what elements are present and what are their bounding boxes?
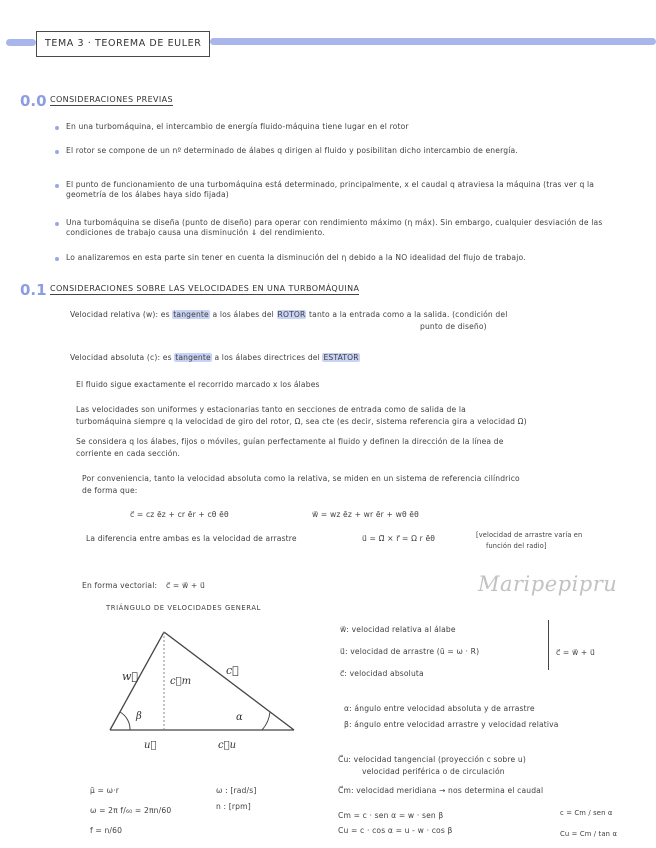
section-title: CONSIDERACIONES PREVIAS xyxy=(50,95,174,104)
label-beta: β xyxy=(136,711,142,722)
label-cm: c⃗m xyxy=(170,676,192,687)
paragraph: de forma que: xyxy=(82,486,138,495)
bullet-text: El rotor se compone de un nº determinado de álabes q dirigen al fluido y posibilitan dicho intercambio de energía. xyxy=(66,146,518,155)
formula-cm: Cm = c · sen α = w · sen β xyxy=(338,811,444,820)
label-u: u⃗ xyxy=(144,740,157,751)
paragraph: corriente en cada sección. xyxy=(76,449,181,458)
vector-form-eq: c⃗ = w⃗ + u⃗ xyxy=(166,581,205,590)
legend-w: w⃗: velocidad relativa al álabe xyxy=(340,625,456,634)
paragraph: Se considera q los álabes, fijos o móviles, guían perfectamente al fluido y definen la dirección de la línea de xyxy=(76,437,504,446)
note: función del radio] xyxy=(486,542,547,550)
header-bar-left xyxy=(6,39,36,46)
brace xyxy=(548,620,552,670)
bullet-icon xyxy=(55,184,59,188)
legend-sum: c⃗ = w⃗ + u⃗ xyxy=(556,648,595,657)
bullet-icon xyxy=(55,150,59,154)
label-c: c⃗ xyxy=(226,664,239,677)
header-bar-right xyxy=(210,38,656,45)
highlight: ROTOR xyxy=(277,310,306,319)
bullet-text: En una turbomáquina, el intercambio de energía fluido-máquina tiene lugar en el rotor xyxy=(66,122,409,131)
legend-c: c⃗: velocidad absoluta xyxy=(340,669,424,678)
bullet-text: El punto de funcionamiento de una turbomáquina está determinado, principalmente, x el caudal q atraviesa la máquina (tras ver q la geometría de los álabes haya sido fijada) xyxy=(66,180,595,199)
equation-w: w⃗ = wz ēz + wr ēr + wθ ēθ xyxy=(312,510,419,519)
legend-beta: β: ángulo entre velocidad arrastre y velocidad relativa xyxy=(344,720,559,729)
paragraph: La diferencia entre ambas es la velocidad de arrastre xyxy=(86,534,297,543)
label-alpha: α xyxy=(236,712,243,723)
page-title: TEMA 3 · TEOREMA DE EULER xyxy=(36,31,210,57)
formula-u: μ̄ = ω·r xyxy=(90,786,119,795)
label-w: w⃗ xyxy=(122,670,139,683)
text: tanto a la entrada como a la salida. (condición del xyxy=(309,310,508,319)
legend-u: u⃗: velocidad de arrastre (ū = ω · R) xyxy=(340,647,480,656)
formula-c-frac: c = Cm / sen α xyxy=(560,809,613,817)
bullet-text: Lo analizaremos en esta parte sin tener en cuenta la disminución del η debido a la NO idealidad del flujo de trabajo. xyxy=(66,253,526,262)
highlight: tangente xyxy=(175,353,211,362)
equation-c: c⃗ = cz ēz + cr ēr + cθ ēθ xyxy=(130,510,229,519)
paragraph: Las velocidades son uniformes y estacionarias tanto en secciones de entrada como de salida de la xyxy=(76,405,466,414)
bullet-icon xyxy=(55,126,59,130)
relative-velocity-text-cont: punto de diseño) xyxy=(420,322,487,331)
vector-form-label: En forma vectorial: xyxy=(82,581,158,590)
bullet-text: Una turbomáquina se diseña (punto de diseño) para operar con rendimiento máximo (η máx). Sin embargo, cualquier desviación de las condiciones de trabajo causa una disminución ⇓ del rendimiento. xyxy=(66,218,603,237)
label-cu: c⃗u xyxy=(218,740,237,751)
highlight: tangente xyxy=(173,310,209,319)
bullet-icon xyxy=(55,222,59,226)
legend-alpha: α: ángulo entre velocidad absoluta y de arrastre xyxy=(344,704,535,713)
formula-f: f = n/60 xyxy=(90,826,123,835)
relative-velocity-text xyxy=(70,310,640,320)
text: Velocidad relativa (w): es xyxy=(70,310,170,319)
velocity-triangle-diagram xyxy=(90,620,310,760)
unit-n: n : [rpm] xyxy=(216,802,251,811)
legend-cu: C⃗u: velocidad tangencial (proyección c sobre u) xyxy=(338,755,526,764)
section-number: 0.1 xyxy=(20,281,47,299)
text: a los álabes directrices del xyxy=(214,353,320,362)
text: Velocidad absoluta (c): es xyxy=(70,353,172,362)
text: a los álabes del xyxy=(212,310,274,319)
watermark-signature: Maripepipru xyxy=(478,572,618,596)
section-number: 0.0 xyxy=(20,92,47,110)
equation-u: u⃗ = Ω⃗ × r⃗ = Ω r ēθ xyxy=(362,534,436,543)
legend-cm: C⃗m: velocidad meridiana → nos determina el caudal xyxy=(338,786,544,795)
note: [velocidad de arrastre varía en xyxy=(476,531,583,539)
paragraph: El fluido sigue exactamente el recorrido marcado x los álabes xyxy=(76,380,320,389)
legend-cu-alt: velocidad periférica o de circulación xyxy=(362,767,505,776)
absolute-velocity-text xyxy=(70,353,630,363)
triangle-title: TRIÁNGULO DE VELOCIDADES GENERAL xyxy=(106,604,261,612)
formula-omega: ω = 2π f/₆₀ = 2πn/60 xyxy=(90,806,172,815)
formula-cu: Cu = c · cos α = u - w · cos β xyxy=(338,826,453,835)
section-title: CONSIDERACIONES SOBRE LAS VELOCIDADES EN UNA TURBOMÁQUINA xyxy=(50,284,360,293)
unit-omega: ω : [rad/s] xyxy=(216,786,257,795)
bullet-icon xyxy=(55,257,59,261)
paragraph: turbomáquina siempre q la velocidad de giro del rotor, Ω, sea cte (es decir, sistema referencia gira a velocidad Ω) xyxy=(76,417,527,426)
highlight: ESTATOR xyxy=(323,353,359,362)
paragraph: Por conveniencia, tanto la velocidad absoluta como la relativa, se miden en un sistema de referencia cilíndrico xyxy=(82,474,520,483)
formula-cu-frac: Cu = Cm / tan α xyxy=(560,830,618,838)
